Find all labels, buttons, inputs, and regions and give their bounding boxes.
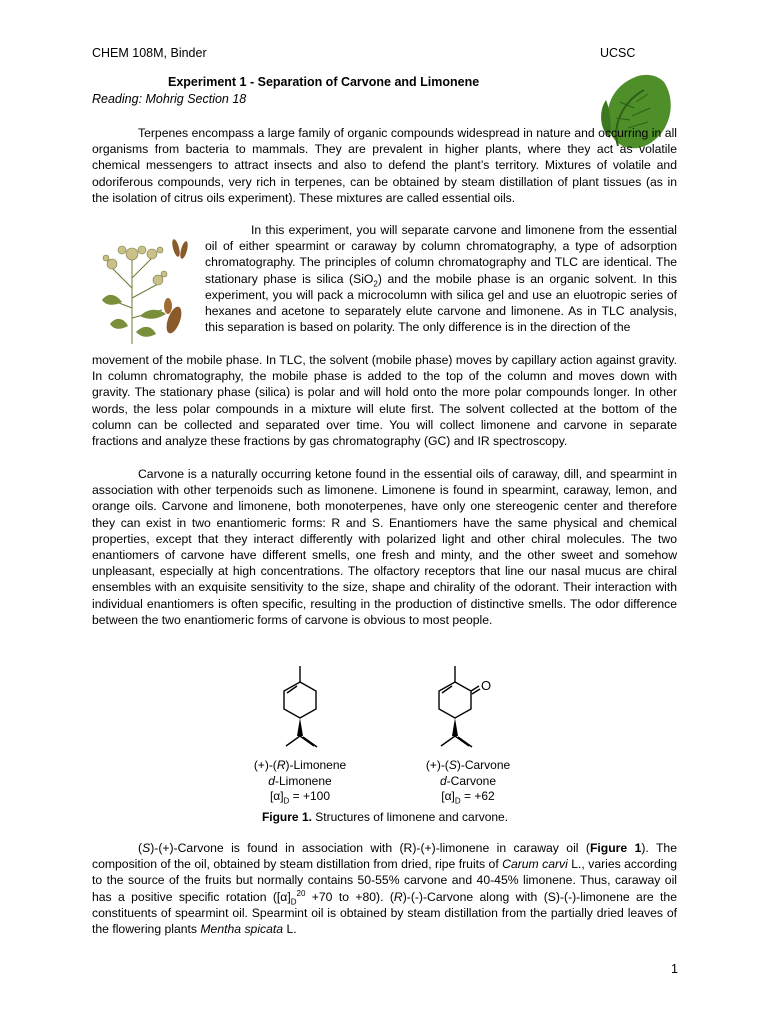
paragraph-experiment-part2: movement of the mobile phase. In TLC, the solvent (mobile phase) moves by capillary action against gravity. In column chromatography, the mobile phase is added to the top of the column and moves down with gravity. The stationary phase (silica) is polar and will hold onto the more polar compounds longer. In other words, the less polar compounds in a mixture will elute first. The solvent collected at the bottom of the column can be collected and separated over time. You will collect limonene and carvone in separate fractions and analyze these fractions by gas chromatography (GC) and IR spectroscopy. xyxy=(92,353,677,449)
paragraph-caraway-oil: (S)-(+)-Carvone is found in association with (R)-(+)-limonene in caraway oil (Figure 1). The composition of the oil, obtained by steam distillation from dried, ripe fruits of Carum carvi L., varies according to the source of the fruits but normally contains 50-55% carvone and 40-45% limonene. Thus, caraway oil has a positive specific rotation ($[\alpha]_D^{20} +70$ to +80). (R)-(-)-Carvone along with (S)-(-)-limonene are the constituents of spearmint oil. Spearmint oil is obtained by steam distillation from the partially dried leaves of the flowering plants Mentha spicata L. xyxy=(92,841,677,937)
experiment-title: Experiment 1 - Separation of Carvone and Limonene xyxy=(168,75,480,89)
figure-caption: Figure 1. Structures of limonene and carvone. xyxy=(261,810,509,824)
header-university: UCSC xyxy=(600,46,636,60)
carvone-label: (+)-(S)-Carvone d-Carvone $[\alpha]_D = +62$ xyxy=(425,758,511,806)
limonene-structure xyxy=(270,660,350,756)
carvone-structure xyxy=(425,660,515,756)
paragraph-carvone: Carvone is a naturally occurring ketone found in the essential oils of caraway, dill, and spearmint in association with other terpenoids such as limonene. Limonene is found in spearmint, caraway, lemon, and orange oils. Carvone and limonene, both monoterpenes, have only one stereogenic center and therefore they can exist in two enantiomeric forms: R and S. Enantiomers have the same physical and chemical properties, except that they interact differently with polarized light and other chiral molecules. The two enantiomers of carvone have different smells, one fresh and minty, and the other sweet and somehow unpleasant, especially at high concentrations. The olfactory receptors that line our nasal mucus are chiral ensembles with an exquisite sensitivity to the size, shape and chirality of the odorant. Their interaction with individual enantiomers is often specific, resulting in the production of distinctive smells. The odor difference between the two enantiomeric forms of carvone is obvious to most people. xyxy=(92,467,677,627)
header-course: CHEM 108M, Binder xyxy=(92,46,207,60)
caraway-plant-image xyxy=(92,228,196,346)
reading-assignment: Reading: Mohrig Section 18 xyxy=(92,92,247,106)
page-number: 1 xyxy=(671,962,678,976)
paragraph-experiment-part1: In this experiment, you will separate carvone and limonene from the essential oil of either spearmint or caraway by column chromatography, a type of adsorption chromatography. The principles of column chromatography and TLC are identical. The stationary phase is silica (SiO$_2$) and the mobile phase is an organic solvent. In this experiment, you will pack a microcolumn with silica gel and use an eluotropic series of hexanes and acetone to separately elute carvone and limonene. As in TLC analysis, this separation is based on polarity. The only difference is in the direction of the xyxy=(205,223,677,335)
limonene-label: (+)-(R)-Limonene d-Limonene $[\alpha]_D = +100$ xyxy=(253,758,347,806)
paragraph-terpenes: Terpenes encompass a large family of organic compounds widespread in nature and occurring in all organisms from bacteria to mammals. They are prevalent in higher plants, where they act as volatile chemical messengers to attract insects and also to defend the plant’s territory. Mixtures of volatile and odoriferous compounds, very rich in terpenes, can be obtained by steam distillation of plant tissues (as in the isolation of citrus oils experiment). These mixtures are called essential oils. xyxy=(92,126,677,205)
oxygen-label: O xyxy=(481,678,492,693)
